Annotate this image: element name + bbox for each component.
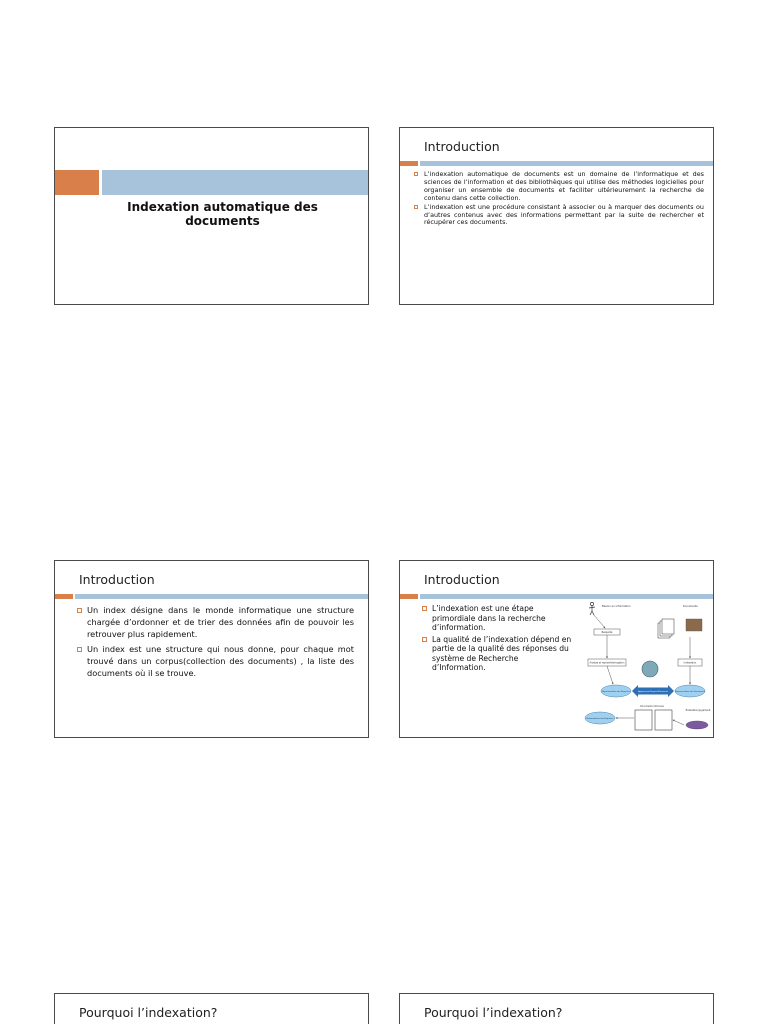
slide-heading: Pourquoi l’indexation? [79,1005,218,1020]
doc-result-box-2 [655,710,672,730]
bullet-list [414,171,704,228]
presentation-title: Indexation automatique des documents [127,200,318,228]
bullet-square-icon [77,647,82,652]
documents-stack-icon [658,619,674,638]
slide-heading: Introduction [424,139,500,154]
heading-bar-orange [400,594,418,599]
heading-bar-blue [420,161,714,166]
heading-bar-blue [75,594,369,599]
slide-heading: Introduction [424,572,500,587]
arrow-user-requete [594,615,605,628]
slide-heading: Introduction [79,572,155,587]
title-accent-orange [55,170,99,195]
bullet-item: Un index est une structure qui nous donne, pour chaque mot trouvé dans un corpus(collection des documents) , la liste des documents où il se trouve. [77,643,354,680]
title-accent-blue [102,170,369,195]
globe-icon [642,661,658,677]
heading-bar-orange [400,161,418,166]
heading-bar-blue [420,594,714,599]
doc-result-box-1 [635,710,652,730]
bullet-square-icon [422,637,427,642]
heading-bar-orange [55,594,73,599]
label-docs-retrouves: Documents retrouvés [640,705,664,708]
bullet-square-icon [77,608,82,613]
slide-heading: Pourquoi l’indexation? [424,1005,563,1020]
bullet-square-icon [414,172,418,176]
label-rep-requete: Représentation des Requêtes [602,691,630,693]
bullet-item: Un index désigne dans le monde informatique une structure chargée d’ordonner et de trier des données afin de pouvoir les retrouver plus rapidement. [77,604,354,641]
bullet-list [422,604,572,675]
bullet-square-icon [414,205,418,209]
label-analyse: Analyse et reprise/Interrogation [589,661,625,665]
label-appariement: Appariement Requête/Document [638,691,668,693]
label-evaluation: Évaluation/jugement [685,709,711,712]
arrow-analyse-rep [607,666,613,684]
label-indexation: Indexation [683,661,697,665]
ir-process-diagram [580,601,714,736]
slide-introduction-2 [54,560,369,738]
slide-introduction-3 [399,560,714,738]
label-user-need: Besoin en information [602,605,631,608]
label-documents: Documents [683,605,698,608]
bullet-square-icon [422,606,427,611]
label-rep-documents: Représentation des Documents [675,691,705,693]
slide-pourquoi-2 [399,993,714,1024]
bullet-item: L’indexation est une procédure consistant à associer ou à marquer des documents ou d’autres contenus avec des informations permettant par la suite de rechercher et récupérer ces documents. [414,204,704,228]
slide-introduction-1 [399,127,714,305]
label-reformulation: Reformulation des Requêtes [586,718,614,720]
slide-title-page [54,127,369,305]
document-photo-icon [686,619,702,631]
arrow-eval-results [673,720,684,725]
user-figure-icon [589,602,595,615]
bullet-list [77,604,354,681]
bullet-item: La qualité de l’indexation dépend en partie de la qualité des réponses du système de Recherche d’Information. [422,635,572,673]
label-requete: Requête [601,631,613,635]
bullet-item: L’indexation automatique de documents est un domaine de l’informatique et des sciences de l’information et des bibliothèques qui utilise des méthodes logicielles pour organiser un ensemble de documents et faciliter ultérieurement la recherche de contenu dans cette collection. [414,171,704,203]
evaluation-group-icon [686,721,708,729]
slide-pourquoi-1 [54,993,369,1024]
bullet-item: L’indexation est une étape primordiale dans la recherche d’information. [422,604,572,633]
